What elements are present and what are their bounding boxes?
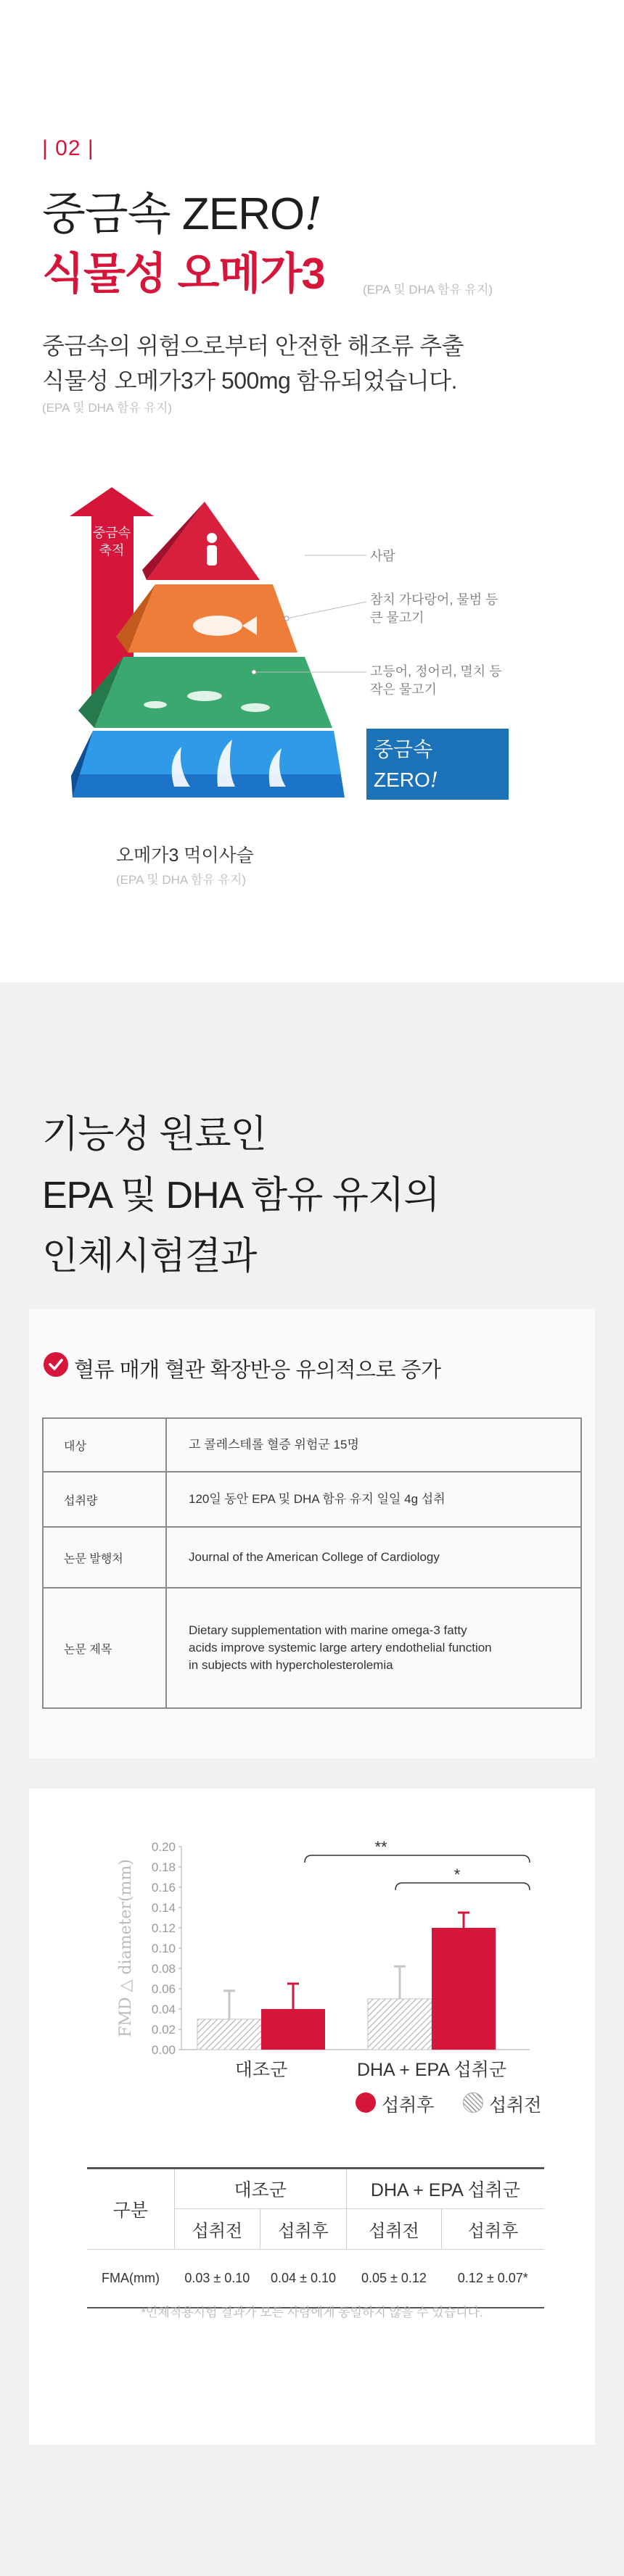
row-key: 섭취량 [43,1472,166,1527]
y-tick-label: 0.16 [151,1881,176,1894]
table-header-row [87,2169,544,2209]
description [42,328,464,398]
cell-value: 0.12 ± 0.07* [442,2250,544,2308]
row-key: 대상 [43,1418,166,1472]
bar-after [261,2009,325,2050]
y-tick-label: 0.06 [151,1982,176,1996]
y-tick-label: 0.20 [151,1840,176,1854]
legend-label-before: 섭취전 [489,2095,542,2116]
intro-section [0,0,624,982]
title-note: (EPA 및 DHA 함유 유지) [363,283,493,297]
zero-badge-line-1 [374,734,501,795]
pyramid-tier-red [147,502,260,580]
food-chain-note: (EPA 및 DHA 함유 유지) [116,873,247,887]
row-key: 논문 제목 [43,1588,166,1708]
cell-value: 0.05 ± 0.12 [346,2250,441,2308]
significance-bracket [305,1855,530,1863]
pyramid-tier-blue-face [80,731,341,774]
header-control-group: 대조군 [174,2169,346,2209]
table-row [87,2250,544,2308]
description-line-1: 중금속의 위험으로부터 안전한 해조류 추출 [42,333,464,359]
bar-before [197,2019,261,2050]
y-tick-label: 0.02 [151,2023,176,2037]
cell-value: 0.04 ± 0.10 [260,2250,347,2308]
significance-mark: * [453,1865,461,1884]
row-key: 논문 발행처 [43,1527,166,1588]
table-row [43,1588,581,1708]
zero-badge-exclaim: ! [430,768,439,792]
y-tick-label: 0.00 [151,2043,176,2057]
y-tick-label: 0.04 [151,2003,176,2016]
paper-title-text: Dietary supplementation with marine omega-3 fatty acids improve systemic large artery endothelial function in subjects with hypercholesterolemia [189,1623,492,1672]
y-tick-label: 0.10 [151,1942,176,1955]
y-tick-label: 0.18 [151,1860,176,1874]
title-line-1 [42,178,321,242]
description-line-2: 식물성 오메가3가 500mg 함유되었습니다. [42,368,457,394]
bar-before [368,1999,432,2050]
results-table [87,2167,544,2308]
heading-line-1: 기능성 원료인 [42,1114,266,1156]
label-small-fish [370,663,502,699]
table-row [43,1418,581,1472]
row-value [166,1588,581,1708]
bar-after [432,1928,496,2050]
zero-seaweed-badge [366,729,509,821]
small-fish-icon [187,691,222,701]
table-row [43,1472,581,1527]
clinical-trial-section [0,982,624,2576]
food-chain-label: 오메가3 먹이사슬 [116,845,254,866]
card-title: 혈류 매개 혈관 확장반응 유의적으로 증가 [74,1359,441,1382]
table-row [43,1527,581,1588]
header-after: 섭취후 [260,2209,347,2250]
label-big-fish-line-2: 큰 물고기 [370,610,424,625]
fmd-bar-chart [29,1789,595,2086]
section-heading [42,1104,439,1287]
label-small-fish-line-1: 고등어, 정어리, 멸치 등 [370,664,502,679]
y-axis-label: FMD △ diameter(mm) [117,1859,135,2037]
category-label: DHA + EPA 섭취군 [356,2060,507,2080]
heading-line-3: 인체시험결과 [42,1235,257,1277]
row-value: 120일 동안 EPA 및 DHA 함유 유지 일일 4g 섭취 [166,1472,581,1527]
big-fish-icon [193,616,242,636]
cell-value: 0.03 ± 0.10 [174,2250,260,2308]
label-human: 사람 [370,549,395,563]
check-circle-icon [44,1352,68,1377]
results-card [29,1789,595,2445]
arrow-label [86,524,138,559]
arrow-label-line-2: 축적 [99,543,125,558]
title-text: 중금속 ZERO [42,189,305,239]
y-tick-label: 0.08 [151,1962,176,1976]
legend-swatch-after [356,2092,376,2113]
description-note: (EPA 및 DHA 함유 유지) [42,401,173,415]
row-value: Journal of the American College of Cardiology [166,1527,581,1588]
significance-mark: ** [374,1838,387,1856]
header-treatment-group: DHA + EPA 섭취군 [346,2169,544,2209]
study-info-table [42,1417,582,1709]
significance-bracket [395,1883,530,1890]
header-group: 구분 [87,2169,174,2250]
row-label: FMA(mm) [87,2250,174,2308]
study-info-card [29,1309,595,1758]
zero-badge-text: 중금속 ZERO [374,738,433,791]
label-small-fish-line-2: 작은 물고기 [370,682,437,697]
legend-swatch-before [463,2092,483,2113]
y-tick-label: 0.14 [151,1901,176,1915]
footnote: *인체적용시험 결과가 모든 사람에게 동일하지 않을 수 있습니다. [141,2306,483,2319]
heading-line-2: EPA 및 DHA 함유 유지의 [42,1175,440,1217]
header-before: 섭취전 [346,2209,441,2250]
section-number: | 02 | [42,136,94,160]
human-icon [207,533,217,543]
category-label: 대조군 [234,2060,288,2080]
legend-label-after: 섭취후 [382,2095,435,2116]
label-big-fish [370,591,498,627]
header-before: 섭취전 [174,2209,260,2250]
header-after: 섭취후 [442,2209,544,2250]
row-value: 고 콜레스테롤 혈증 위험군 15명 [166,1418,581,1472]
food-chain-pyramid-illustration [0,464,624,841]
y-tick-label: 0.12 [151,1921,176,1935]
title-exclaim: ! [304,187,322,240]
zero-badge-line-2: 미세 해조류 [374,799,478,821]
label-big-fish-line-1: 참치 가다랑어, 물범 등 [370,592,498,607]
title-line-2: 식물성 오메가3 [42,249,325,298]
arrow-label-line-1: 중금속 [92,526,131,540]
